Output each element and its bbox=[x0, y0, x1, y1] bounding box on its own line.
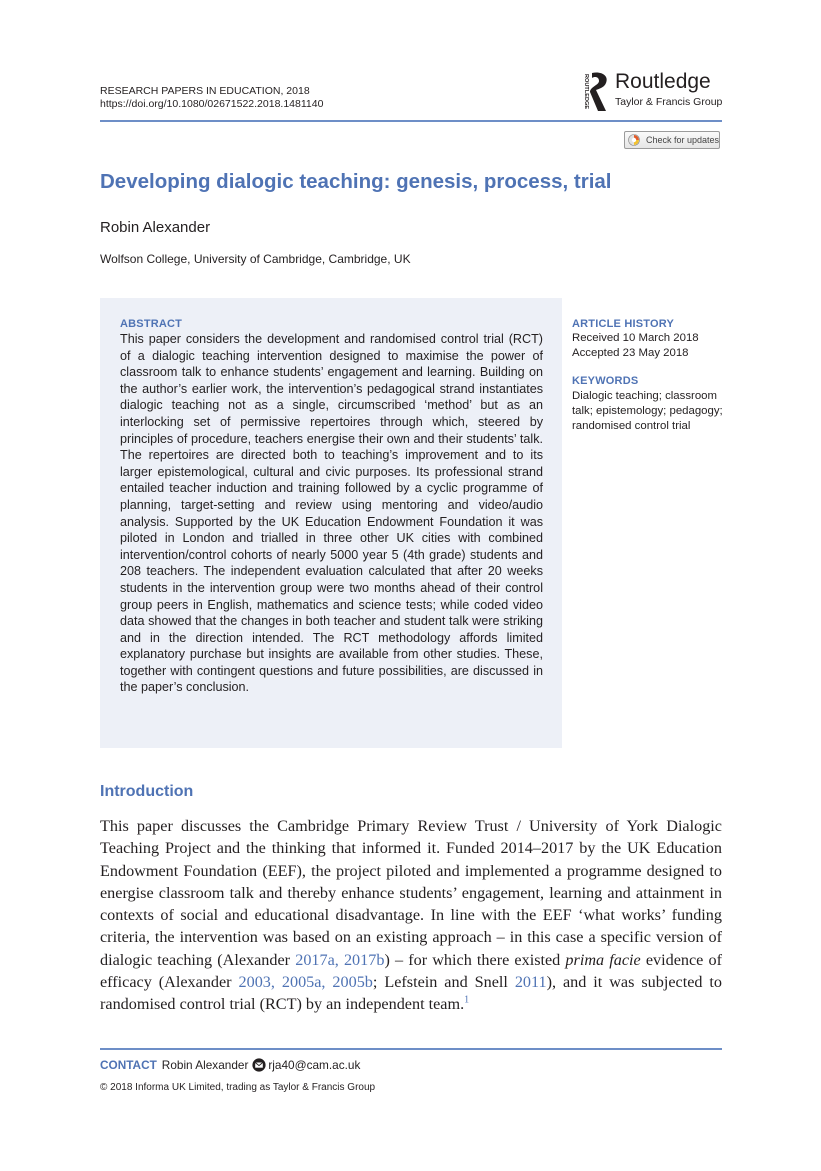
received-date: Received 10 March 2018 bbox=[572, 332, 699, 344]
keywords-text: Dialogic teaching; classroom talk; epistemology; pedagogy; randomised control trial bbox=[572, 390, 723, 432]
introduction-paragraph bbox=[100, 815, 722, 1016]
check-for-updates-button[interactable] bbox=[624, 131, 720, 149]
intro-text-1: This paper discusses the Cambridge Primary Review Trust / University of York Dialogic Teaching Project and the thinking that informed it. Funded 2014–2017 by the UK Education Endowment Foundation (EEF), the project piloted and implemented a programme designed to energise classroom talk and thereby enhance students’ engagement, learning and attainment in contexts of social and educational disadvantage. In line with the EEF ‘what works’ funding criteria, the intervention was based on an existing approach – in this case a specific version of dialogic teaching (Alexander bbox=[100, 817, 722, 969]
citation-link[interactable]: 2011 bbox=[514, 973, 547, 992]
intro-text-2: ) – for which there existed bbox=[384, 950, 566, 969]
contact-email-link[interactable]: rja40@cam.ac.uk bbox=[268, 1058, 361, 1072]
article-title: Developing dialogic teaching: genesis, process, trial bbox=[100, 170, 612, 193]
publisher-logo bbox=[578, 70, 728, 114]
article-history-label: ARTICLE HISTORY bbox=[572, 318, 675, 330]
check-updates-icon bbox=[628, 134, 640, 146]
email-icon bbox=[252, 1058, 266, 1072]
header-rule bbox=[100, 120, 722, 122]
footer-rule bbox=[100, 1048, 722, 1050]
contact-line bbox=[100, 1058, 360, 1072]
citation-link[interactable]: 2017a, 2017b bbox=[295, 950, 385, 969]
publisher-brand: Routledge bbox=[615, 70, 711, 93]
intro-text-3: evidence of efficacy (Alexander bbox=[100, 950, 722, 992]
footnote-marker[interactable]: 1 bbox=[464, 994, 470, 1006]
intro-text-4: ; Lefstein and Snell bbox=[372, 973, 515, 992]
abstract-label: ABSTRACT bbox=[120, 318, 183, 330]
publisher-sub: Taylor & Francis Group bbox=[615, 96, 723, 108]
abstract-text: This paper considers the development and randomised control trial (RCT) of a dialogic teaching intervention designed to maximise the power of classroom talk to enhance students’ engagement and learning. Building on the author’s earlier work, the intervention’s pedagogical strand instantiates dialogic teaching not as a single, circumscribed ‘method’ but as an interlocking set of permissive repertoires through which, steered by principles of procedure, teachers energise their own and their students’ talk. The repertoires are directed both to teaching’s improvement and to its larger epistemological, cultural and civic purposes. Its professional strand entailed teacher induction and training followed by a cyclic programme of planning, target-setting and review using mentoring and video/audio analysis. Supported by the UK Education Endowment Foundation it was piloted in London and trialled in three other UK cities with combined intervention/control cohorts of nearly 5000 year 5 (4th grade) students and 208 teachers. The independent evaluation calculated that after 20 weeks students in the intervention group were two months ahead of their control group peers in English, mathematics and science tests; while coded video data showed that the changes in both teacher and student talk were striking and in the direction intended. The RCT methodology affords limited explanatory purchase but insights are available from other studies. These, together with contingent questions and future possibilities, are discussed in the paper’s conclusion. bbox=[120, 332, 543, 695]
keywords-label: KEYWORDS bbox=[572, 375, 639, 387]
doi-link[interactable]: https://doi.org/10.1080/02671522.2018.1481140 bbox=[100, 98, 324, 110]
copyright-notice: © 2018 Informa UK Limited, trading as Taylor & Francis Group bbox=[100, 1082, 376, 1093]
introduction-heading: Introduction bbox=[100, 783, 194, 800]
accepted-date: Accepted 23 May 2018 bbox=[572, 347, 689, 359]
intro-text-5: ), and it was subjected to randomised control trial (RCT) by an independent team. bbox=[100, 973, 723, 1014]
routledge-logo-icon bbox=[578, 70, 612, 114]
journal-name: RESEARCH PAPERS IN EDUCATION, 2018 bbox=[100, 85, 310, 97]
author-affiliation: Wolfson College, University of Cambridge, Cambridge, UK bbox=[100, 252, 411, 266]
journal-header bbox=[100, 85, 323, 111]
publisher-vertical-text: ROUTLEDGE bbox=[583, 74, 589, 110]
citation-link[interactable]: 2003, 2005a, 2005b bbox=[238, 973, 373, 992]
article-author: Robin Alexander bbox=[100, 219, 211, 236]
contact-label: CONTACT bbox=[100, 1058, 157, 1072]
check-updates-label: Check for updates bbox=[646, 135, 720, 145]
intro-italic: prima facie bbox=[565, 950, 641, 969]
contact-name: Robin Alexander bbox=[161, 1058, 249, 1072]
